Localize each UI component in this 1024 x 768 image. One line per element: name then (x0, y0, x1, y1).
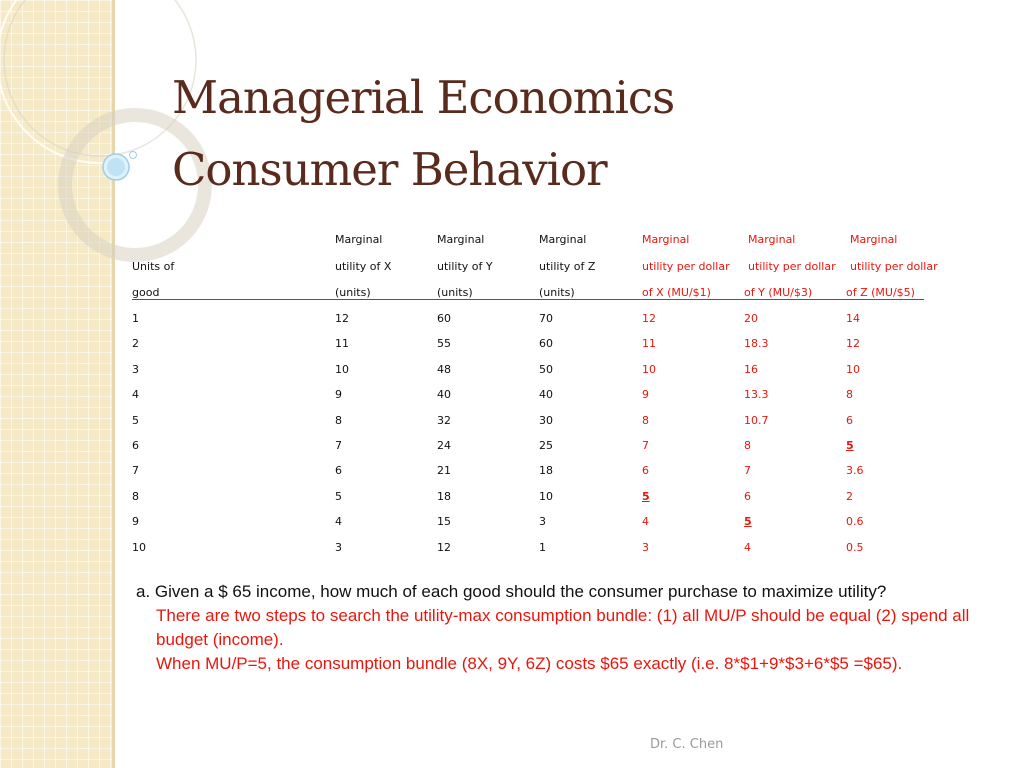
table-cell: 12 (437, 540, 451, 554)
table-cell: 5 (132, 413, 139, 427)
table-header-cell: Marginal (850, 233, 898, 246)
table-cell: 10 (335, 362, 349, 376)
table-header-cell: Units of (132, 260, 175, 273)
table-cell: 8 (132, 489, 139, 503)
table-header-cell: of Y (MU/$3) (744, 286, 813, 299)
table-header-rule (132, 299, 924, 300)
table-cell: 12 (846, 337, 860, 351)
table-cell: 0.6 (846, 515, 864, 529)
table-cell: 20 (744, 312, 758, 325)
table-cell: 3 (642, 540, 649, 554)
table-header-cell: Marginal (748, 233, 796, 246)
table-cell: 15 (437, 515, 451, 529)
answer-bundle-text: When MU/P=5, the consumption bundle (8X, 9Y, 6Z) costs $65 exactly (i.e. 8*$1+9*$3+6*$5 =$65). (156, 654, 903, 673)
table-cell: 6 (642, 464, 649, 478)
table-cell: 7 (744, 464, 751, 478)
table-cell: 10 (846, 362, 860, 376)
table-cell: 16 (744, 362, 758, 376)
table-cell: 5 (846, 439, 854, 452)
table-cell: 24 (437, 439, 451, 452)
title-line-2: Consumer Behavior (172, 143, 607, 196)
table-cell: 6 (335, 464, 342, 478)
table-cell: 1 (132, 312, 139, 325)
table-cell: 4 (744, 540, 751, 554)
table-header-cell: utility of X (335, 260, 392, 273)
table-header-cell: utility per dollar (642, 260, 730, 273)
table-cell: 9 (335, 388, 342, 402)
table-cell: 48 (437, 362, 451, 376)
table-cell: 7 (642, 439, 649, 452)
table-header-cell: good (132, 286, 160, 299)
table-cell: 30 (539, 413, 553, 427)
table-header-cell: utility of Z (539, 260, 596, 273)
table-cell: 3.6 (846, 464, 864, 478)
table-cell: 10 (132, 540, 146, 554)
table-header-cell: Marginal (642, 233, 690, 246)
table-cell: 18 (437, 489, 451, 503)
table-cell: 12 (335, 312, 349, 325)
table-cell: 5 (744, 515, 752, 529)
title-line-1: Managerial Economics (172, 71, 675, 124)
table-cell: 11 (642, 337, 656, 351)
table-cell: 25 (539, 439, 553, 452)
footer-author: Dr. C. Chen (650, 737, 724, 752)
table-cell: 40 (437, 388, 451, 402)
table-cell: 14 (846, 312, 860, 325)
table-cell: 32 (437, 413, 451, 427)
table-header-cell: utility per dollar (748, 260, 836, 273)
table-cell: 4 (642, 515, 649, 529)
table-cell: 2 (846, 489, 853, 503)
table-cell: 50 (539, 362, 553, 376)
table-cell: 3 (335, 540, 342, 554)
table-header-cell: Marginal (437, 233, 485, 246)
table-cell: 3 (539, 515, 546, 529)
table-cell: 3 (132, 362, 139, 376)
table-cell: 2 (132, 337, 139, 351)
table-header-cell: (units) (437, 286, 473, 299)
table-cell: 5 (335, 489, 342, 503)
table-cell: 10 (539, 489, 553, 503)
table-cell: 8 (335, 413, 342, 427)
table-cell: 70 (539, 312, 553, 325)
table-cell: 8 (642, 413, 649, 427)
table-header-cell: of X (MU/$1) (642, 286, 711, 299)
table-cell: 0.5 (846, 540, 864, 554)
table-cell: 8 (846, 388, 853, 402)
table-cell: 6 (132, 439, 139, 452)
table-cell: 13.3 (744, 388, 769, 402)
table-header-cell: Marginal (539, 233, 587, 246)
table-cell: 18 (539, 464, 553, 478)
table-cell: 18.3 (744, 337, 769, 351)
answer-steps-text: There are two steps to search the utility-max consumption bundle: (1) all MU/P should be equal (2) spend all budget (income). (156, 606, 970, 649)
table-cell: 10.7 (744, 413, 769, 427)
table-header-cell: utility of Y (437, 260, 493, 273)
table-cell: 40 (539, 388, 553, 402)
table-header-cell: (units) (335, 286, 371, 299)
table-cell: 12 (642, 312, 656, 325)
table-cell: 4 (335, 515, 342, 529)
table-header-cell: (units) (539, 286, 575, 299)
table-cell: 7 (132, 464, 139, 478)
table-cell: 1 (539, 540, 546, 554)
table-cell: 11 (335, 337, 349, 351)
table-cell: 5 (642, 489, 650, 503)
table-cell: 9 (642, 388, 649, 402)
table-cell: 21 (437, 464, 451, 478)
table-cell: 10 (642, 362, 656, 376)
table-cell: 60 (437, 312, 451, 325)
table-cell: 55 (437, 337, 451, 351)
table-header-cell: of Z (MU/$5) (846, 286, 915, 299)
table-cell: 7 (335, 439, 342, 452)
table-cell: 8 (744, 439, 751, 452)
table-cell: 60 (539, 337, 553, 351)
question-text: a. Given a $ 65 income, how much of each good should the consumer purchase to maximize utility? (136, 582, 887, 601)
table-header-cell: Marginal (335, 233, 383, 246)
table-cell: 4 (132, 388, 139, 402)
table-cell: 9 (132, 515, 139, 529)
table-cell: 6 (744, 489, 751, 503)
table-cell: 6 (846, 413, 853, 427)
body-text (136, 580, 986, 676)
table-header-cell: utility per dollar (850, 260, 938, 273)
